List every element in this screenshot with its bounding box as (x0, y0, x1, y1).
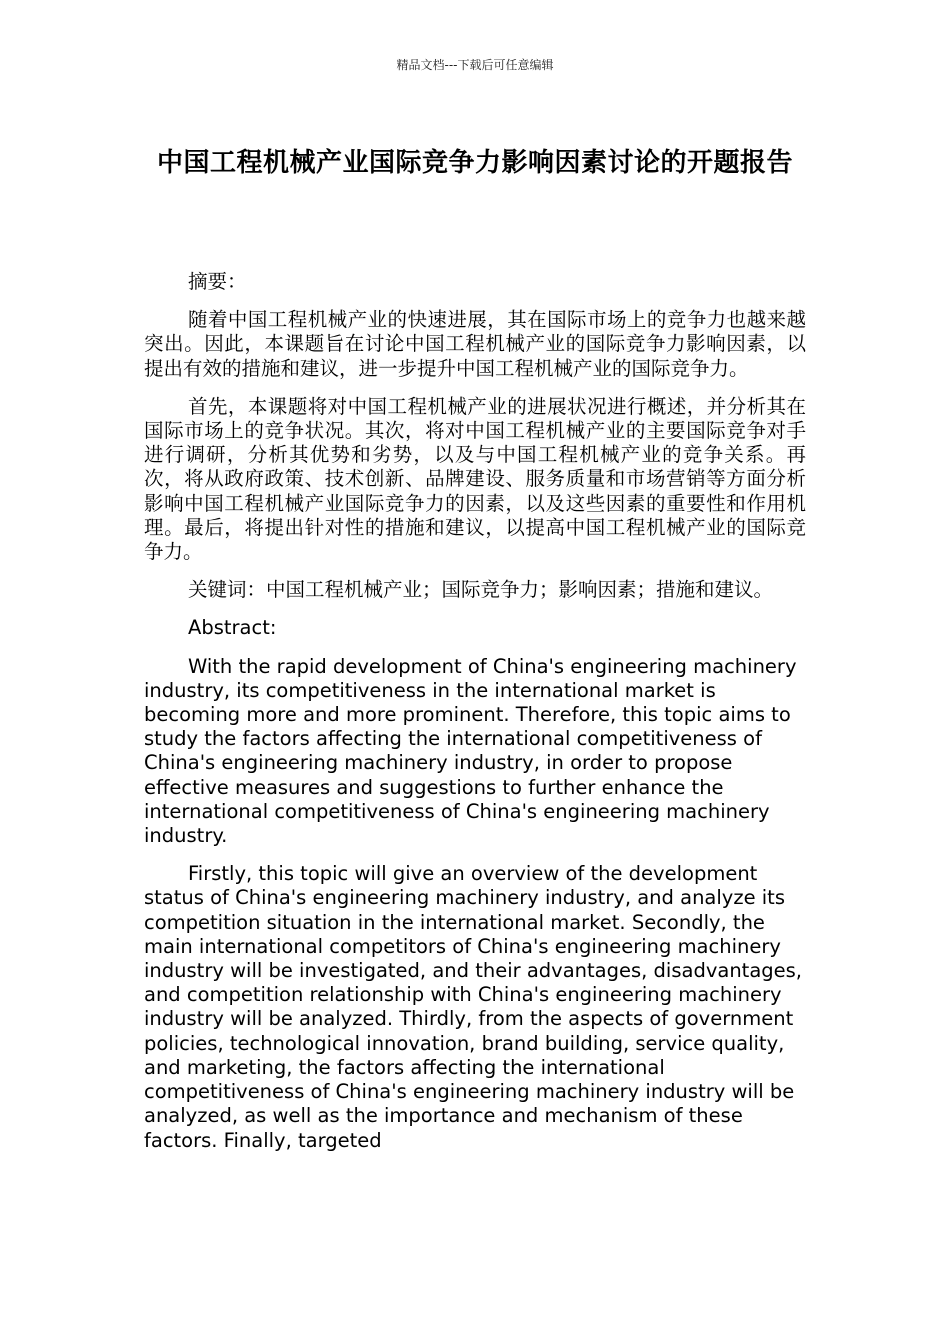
abstract-en-paragraph-1: With the rapid development of China's engineering machinery industry, its competitiveness in the international market is becoming more and more prominent. Therefore, this topic aims to study the factors affecting the international competitiveness of China's engineering machinery industry, in order to propose effective measures and suggestions to further enhance the international competitiveness of China's engineering machinery industry. (144, 654, 797, 848)
abstract-cn-paragraph-2: 首先，本课题将对中国工程机械产业的进展状况进行概述，并分析其在国际市场上的竞争状况。其次，将对中国工程机械产业的主要国际竞争对手进行调研，分析其优势和劣势，以及与中国工程机械产业的竞争关系。再次，将从政府政策、技术创新、品牌建设、服务质量和市场营销等方面分析影响中国工程机械产业国际竞争力的因素，以及这些因素的重要性和作用机理。最后，将提出针对性的措施和建议，以提高中国工程机械产业的国际竞争力。 (144, 394, 806, 564)
document-body (144, 270, 806, 1167)
abstract-cn-paragraph-1: 随着中国工程机械产业的快速进展，其在国际市场上的竞争力也越来越突出。因此，本课题旨在讨论中国工程机械产业的国际竞争力影响因素，以提出有效的措施和建议，进一步提升中国工程机械产业的国际竞争力。 (144, 308, 806, 380)
page-header-note: 精品文档---下载后可任意编辑 (396, 58, 554, 72)
abstract-cn-label: 摘要： (188, 270, 247, 293)
abstract-en-paragraph-2: Firstly, this topic will give an overview of the development status of China's engineering machinery industry, and analyze its competition situation in the international market. Secondly, the main international competitors of China's engineering machinery industry will be investigated, and their advantages, disadvantages, and competition relationship with China's engineering machinery industry will be analyzed. Thirdly, from the aspects of government policies, technological innovation, brand building, service quality, and marketing, the factors affecting the international competitiveness of China's engineering machinery industry will be analyzed, as well as the importance and mechanism of these factors. Finally, targeted (144, 862, 803, 1152)
document-title: 中国工程机械产业国际竞争力影响因素讨论的开题报告 (156, 148, 793, 178)
keywords-cn: 关键词：中国工程机械产业；国际竞争力；影响因素；措施和建议。 (188, 578, 774, 602)
abstract-en-label: Abstract: (188, 616, 277, 640)
